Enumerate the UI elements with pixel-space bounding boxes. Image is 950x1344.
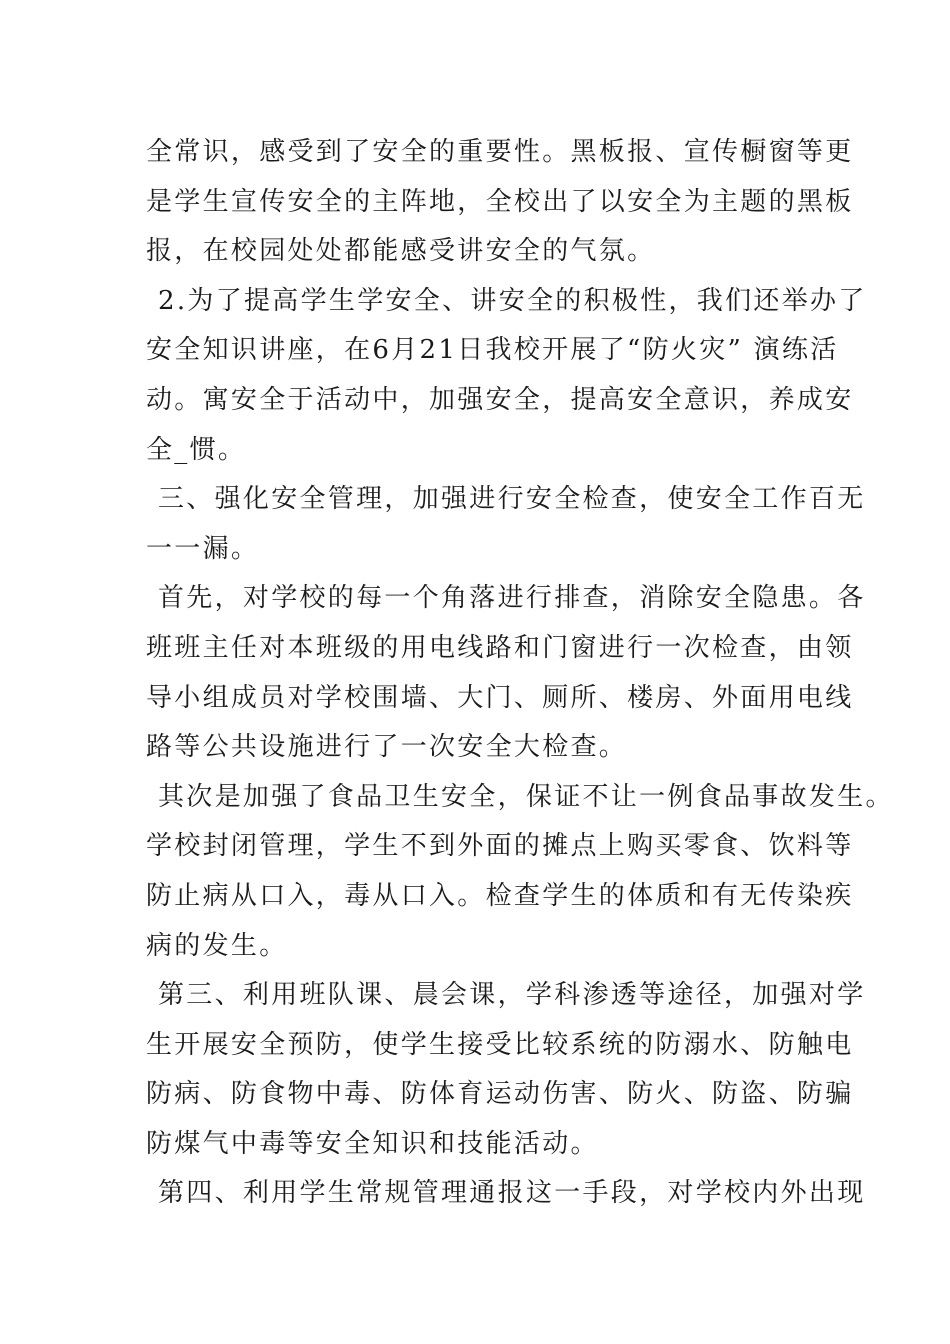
text-line: 防病、防食物中毒、防体育运动伤害、防火、防盗、防骗 [146,1079,854,1110]
text-line: 三、强化安全管理，加强进行安全检查，使安全工作百无 [158,484,866,515]
text-line: 安全知识讲座，在6月21日我校开展了“防火灾” 演练活 [146,335,839,366]
text-line: 是学生宣传安全的主阵地，全校出了以安全为主题的黑板 [146,186,854,217]
text-line: 其次是加强了食品卫生安全，保证不让一例食品事故发生。 [158,781,894,812]
text-line: 路等公共设施进行了一次安全大检查。 [146,732,628,763]
text-line: 动。寓安全于活动中，加强安全，提高安全意识，养成安 [146,384,854,415]
text-line: 2.为了提高学生学安全、讲安全的积极性，我们还举办了 [158,285,867,316]
text-line: 第三、利用班队课、晨会课，学科渗透等途径，加强对学 [158,980,866,1011]
text-line: 生开展安全预防，使学生接受比较系统的防溺水、防触电 [146,1029,854,1060]
document-body [146,128,894,1219]
text-line: 导小组成员对学校围墙、大门、厕所、楼房、外面用电线 [146,682,854,713]
text-line: 班班主任对本班级的用电线路和门窗进行一次检查，由领 [146,632,854,663]
text-line: 报，在校园处处都能感受讲安全的气氛。 [146,236,656,267]
text-line: 病的发生。 [146,930,288,961]
text-line: 学校封闭管理，学生不到外面的摊点上购买零食、饮料等 [146,831,854,862]
text-line: 首先，对学校的每一个角落进行排查，消除安全隐患。各 [158,583,866,614]
text-line: 防煤气中毒等安全知识和技能活动。 [146,1128,599,1159]
text-line: 全常识，感受到了安全的重要性。黑板报、宣传橱窗等更 [146,137,854,167]
text-line: 一一漏。 [146,533,260,564]
text-line: 第四、利用学生常规管理通报这一手段，对学校内外出现 [158,1178,866,1209]
text-line: 全_惯。 [146,434,247,465]
text-line: 防止病从口入，毒从口入。检查学生的体质和有无传染疾 [146,880,854,911]
